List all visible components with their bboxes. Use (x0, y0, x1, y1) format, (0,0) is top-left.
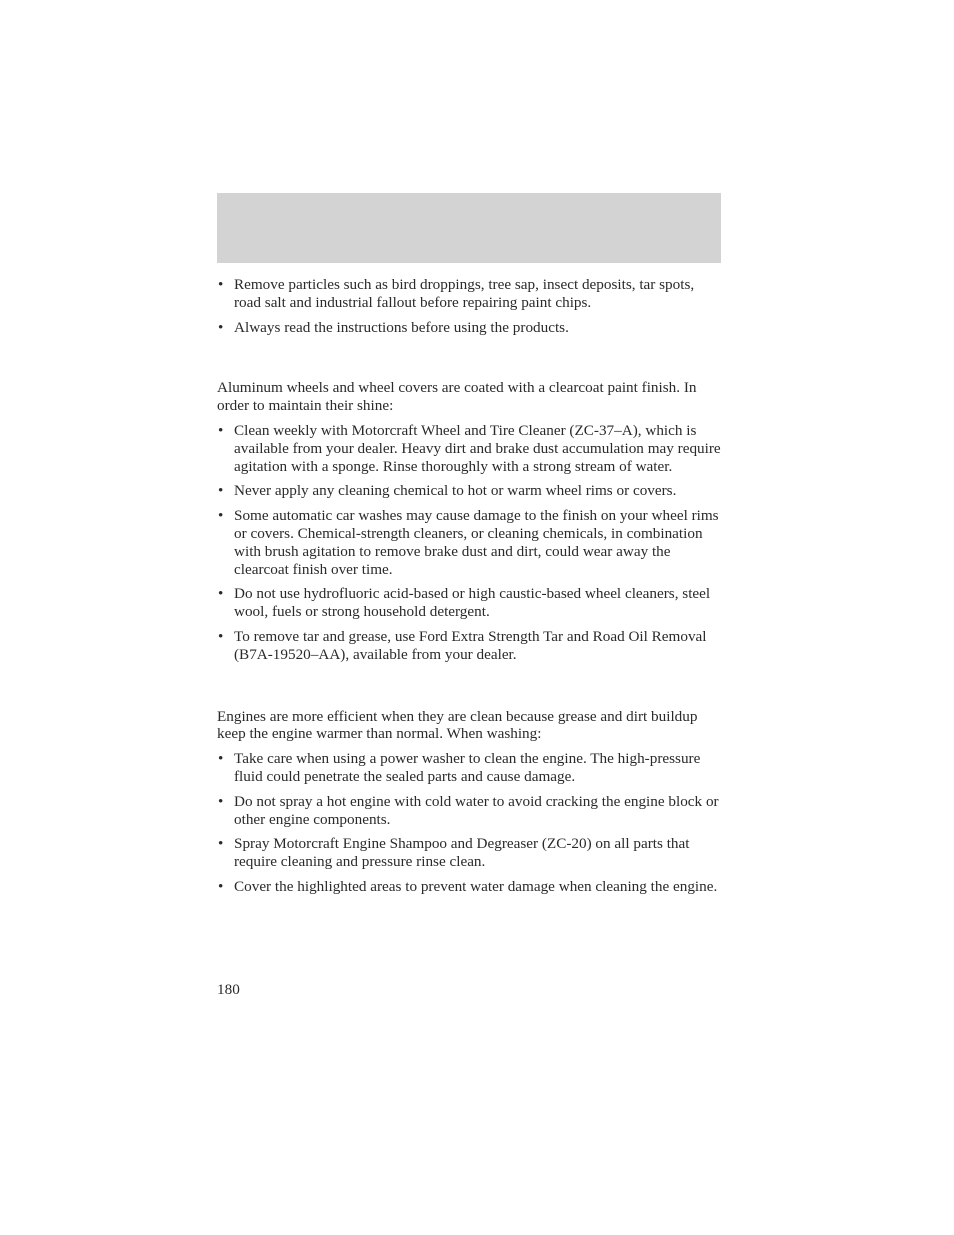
wheels-intro: Aluminum wheels and wheel covers are coated with a clearcoat paint finish. In order to maintain their shine: (217, 379, 697, 415)
list-item-text: Do not spray a hot engine with cold water to avoid cracking the engine block or other engine components. (234, 792, 719, 828)
list-item (217, 835, 721, 871)
bullet-icon: • (218, 835, 224, 853)
bullet-icon: • (218, 421, 224, 439)
bullet-icon: • (218, 877, 224, 895)
list-item (217, 319, 721, 337)
list-item (217, 507, 721, 578)
list-item-text: Take care when using a power washer to clean the engine. The high-pressure fluid could penetrate the sealed parts and cause damage. (234, 750, 701, 785)
bullet-icon: • (218, 627, 224, 645)
bullet-icon: • (218, 507, 224, 525)
engine-intro: Engines are more efficient when they are clean because grease and dirt buildup keep the engine warmer than normal. When washing: (217, 707, 698, 743)
section-header-band (217, 193, 721, 263)
engine-bullet-list (217, 750, 721, 896)
section-spacer (217, 343, 721, 379)
bullet-icon: • (218, 750, 224, 768)
bullet-icon: • (218, 318, 224, 336)
top-bullet-list (217, 276, 721, 336)
list-item (217, 585, 721, 621)
bullet-icon: • (218, 276, 224, 293)
list-item-text: Spray Motorcraft Engine Shampoo and Degreaser (ZC-20) on all parts that require cleaning and pressure rinse clean. (234, 835, 690, 871)
page-number: 180 (217, 981, 240, 998)
list-item-text: Cover the highlighted areas to prevent water damage when cleaning the engine. (234, 877, 718, 895)
list-item (217, 793, 721, 829)
list-item-text: Some automatic car washes may cause damage to the finish on your wheel rims or covers. Chemical-strength cleaners, or cleaning chemicals, in combination with brush agitation to remove brake dust and dirt, could wear away the clearcoat finish over time. (234, 507, 719, 578)
bullet-icon: • (218, 585, 224, 603)
list-item-text: Always read the instructions before using the products. (234, 318, 569, 336)
list-item-text: To remove tar and grease, use Ford Extra Strength Tar and Road Oil Removal (B7A-19520–AA), available from your dealer. (234, 627, 707, 663)
list-item (217, 482, 721, 500)
list-item (217, 276, 721, 312)
list-item (217, 628, 721, 664)
wheels-bullet-list (217, 422, 721, 664)
list-item (217, 422, 721, 475)
bullet-icon: • (218, 482, 224, 500)
list-item-text: Clean weekly with Motorcraft Wheel and Tire Cleaner (ZC-37–A), which is available from your dealer. Heavy dirt and brake dust accumulation may require agitation with a sponge. Rinse thoroughly with a strong stream of water. (234, 421, 721, 475)
page-content (217, 276, 721, 903)
list-item (217, 878, 721, 896)
list-item-text: Do not use hydrofluoric acid-based or high caustic-based wheel cleaners, steel wool, fuels or strong household detergent. (234, 585, 711, 621)
list-item-text: Never apply any cleaning chemical to hot or warm wheel rims or covers. (234, 482, 677, 500)
list-item-text: Remove particles such as bird droppings, tree sap, insect deposits, tar spots, road salt and industrial fallout before repairing paint chips. (234, 276, 695, 311)
bullet-icon: • (218, 792, 224, 810)
list-item (217, 750, 721, 786)
section-spacer (217, 671, 721, 708)
